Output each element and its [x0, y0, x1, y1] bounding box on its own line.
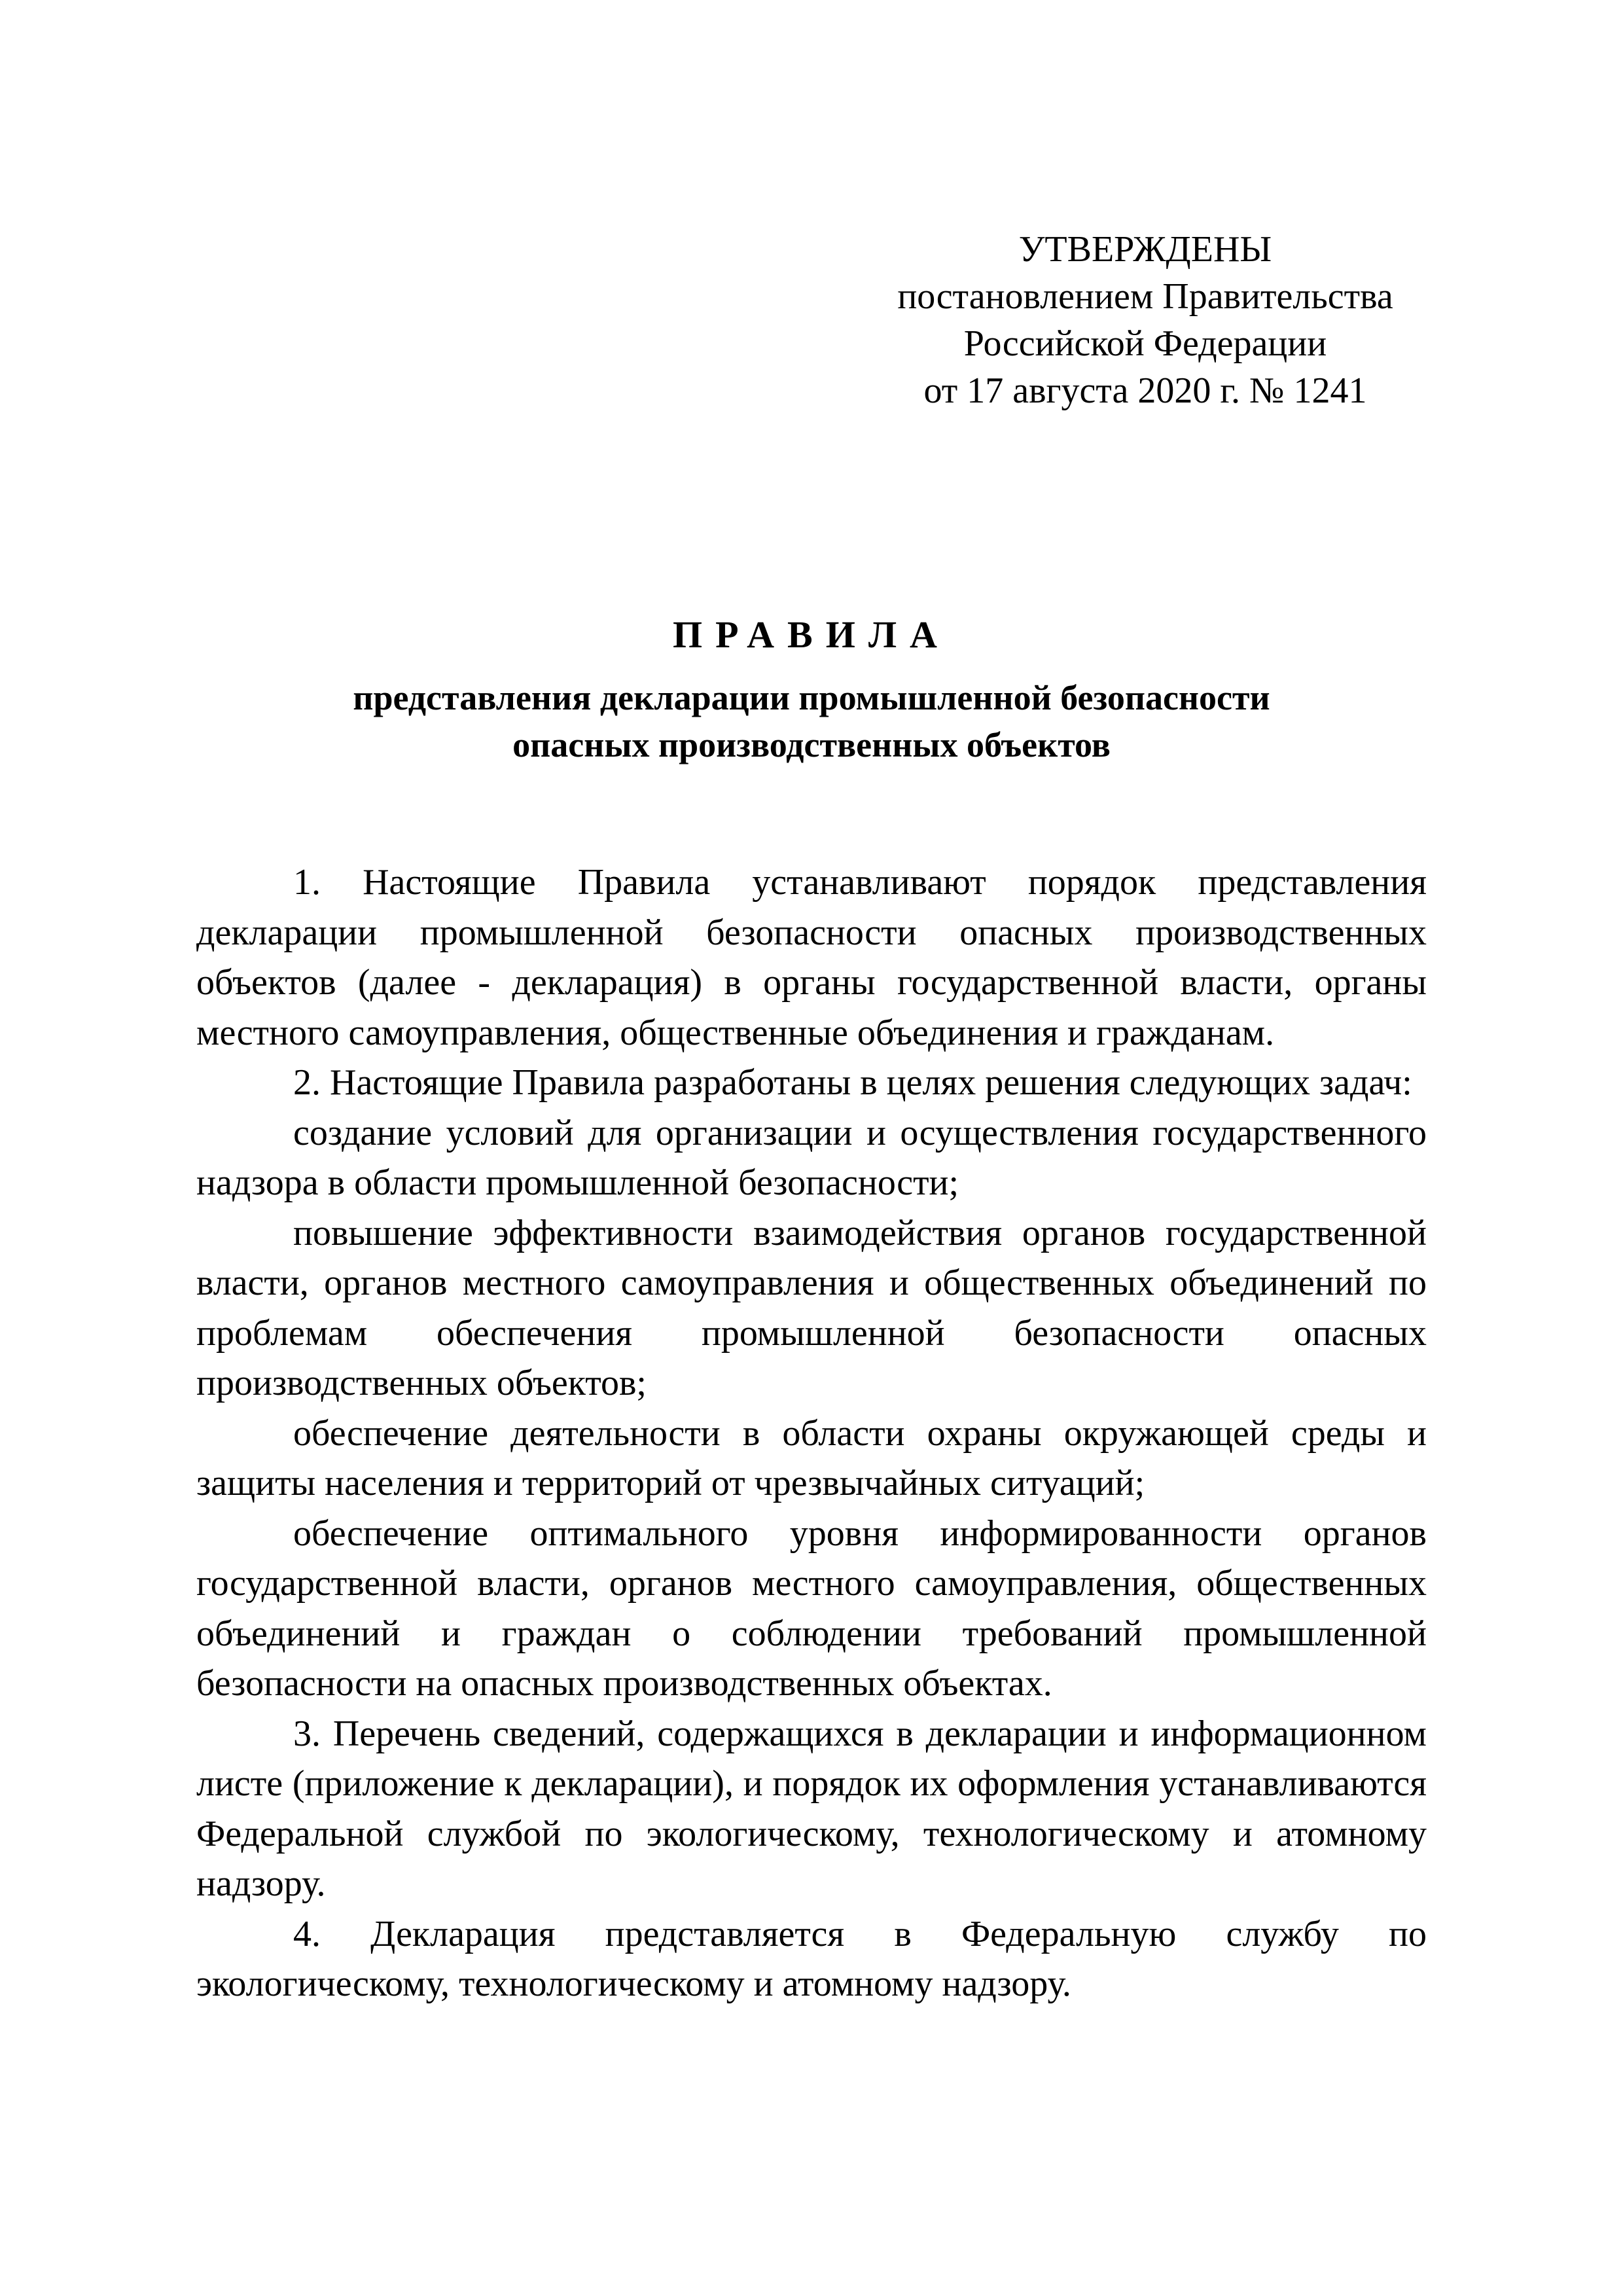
rules-title: ПРАВИЛА — [673, 613, 950, 656]
paragraph-3: 3. Перечень сведений, содержащихся в декларации и информационном листе (приложение к декларации), и порядок их оформления устанавливаются Федеральной службой по экологическому, технологическому и атомному надзору. — [196, 1713, 1427, 1904]
approval-block — [851, 226, 1440, 414]
rules-subtitle-line-1: представления декларации промышленной безопасности — [353, 678, 1270, 717]
paragraph-1: 1. Настоящие Правила устанавливают порядок представления декларации промышленной безопасности опасных производственных объектов (далее - декларация) в органы государственной власти, органы местного самоуправления, общественные объединения и гражданам. — [196, 862, 1427, 1053]
approval-title: УТВЕРЖДЕНЫ — [1018, 229, 1272, 270]
rules-subtitle-line-2: опасных производственных объектов — [512, 725, 1111, 764]
approval-line-2: Российской Федерации — [963, 323, 1327, 364]
document-body — [196, 857, 1427, 2009]
paragraph-4: 4. Декларация представляется в Федеральную службу по экологическому, технологическому и атомному надзору. — [196, 1913, 1427, 2004]
rules-heading — [196, 609, 1427, 768]
paragraph-2-item-3: обеспечение деятельности в области охраны окружающей среды и защиты населения и территорий от чрезвычайных ситуаций; — [196, 1412, 1427, 1503]
paragraph-2: 2. Настоящие Правила разработаны в целях решения следующих задач: — [293, 1062, 1412, 1103]
approval-line-1: постановлением Правительства — [897, 276, 1393, 317]
paragraph-2-item-4: обеспечение оптимального уровня информированности органов государственной власти, органов местного самоуправления, общественных объединений и граждан о соблюдении требований промышленной безопасности на опасных производственных объектах. — [196, 1513, 1427, 1704]
paragraph-2-item-2: повышение эффективности взаимодействия органов государственной власти, органов местного самоуправления и общественных объединений по проблемам обеспечения промышленной безопасности опасных производственных объектов; — [196, 1212, 1427, 1403]
approval-line-3: от 17 августа 2020 г. № 1241 — [923, 370, 1367, 411]
paragraph-2-item-1: создание условий для организации и осуществления государственного надзора в области промышленной безопасности; — [196, 1112, 1427, 1203]
